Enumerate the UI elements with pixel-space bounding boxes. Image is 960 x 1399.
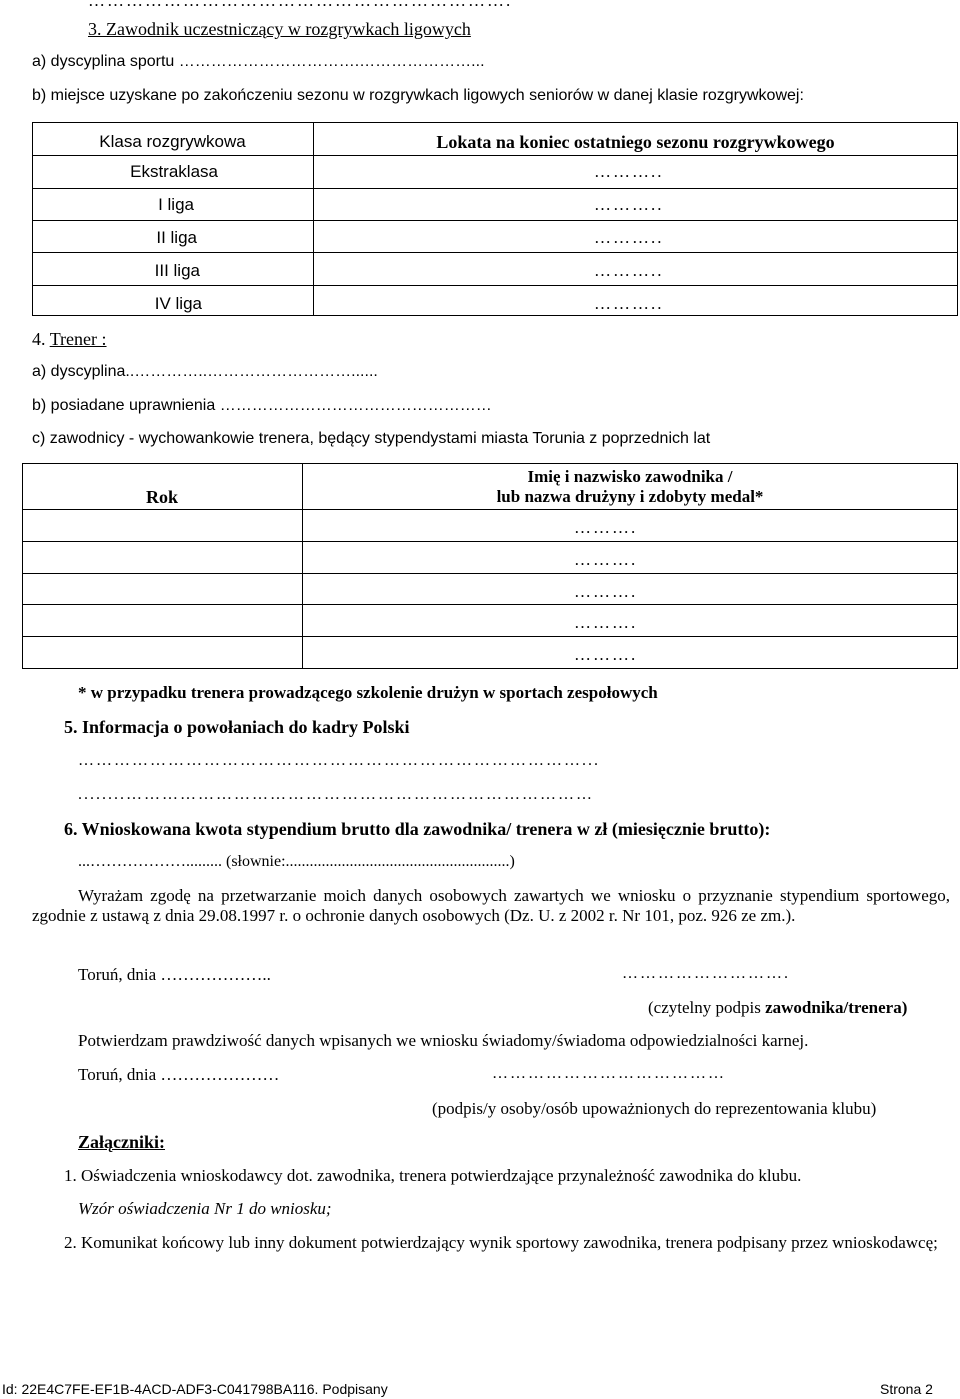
section3-title: 3. Zawodnik uczestniczący w rozgrywkach ligowych xyxy=(88,19,471,39)
league-row-class: Ekstraklasa xyxy=(130,162,218,181)
section4-a-discipline: a) dyscyplina..…………..………………………...... xyxy=(32,363,378,380)
section6-amount-line: ...………………......... (słownie:........................................................) xyxy=(78,853,515,870)
section6-title: 6. Wnioskowana kwota stypendium brutto dla zawodnika/ trenera w zł (miesięcznie brutto): xyxy=(64,819,771,839)
trainees-row-value: ………. xyxy=(574,518,638,537)
attachment-item-2: 2. Komunikat końcowy lub inny dokument potwierdzający wynik sportowy zawodnika, trenera podpisany przez wnioskodawcę; xyxy=(64,1233,938,1252)
top-dotted-line: …………………………………………………………. xyxy=(88,0,513,10)
league-row-class: III liga xyxy=(154,261,200,280)
footer-document-id: Id: 22E4C7FE-EF1B-4ACD-ADF3-C041798BA116. Podpisany xyxy=(2,1381,388,1397)
trainees-row-value: ………. xyxy=(574,550,638,569)
signature1-caption-bold: zawodnika/trenera) xyxy=(765,998,908,1017)
league-row-position: ……….. xyxy=(594,228,664,247)
league-col-header-position: Lokata na koniec ostatniego sezonu rozgrywkowego xyxy=(436,132,835,152)
attachment-item-1-note: Wzór oświadczenia Nr 1 do wniosku; xyxy=(78,1199,332,1218)
section4-title xyxy=(32,330,107,348)
section5-line2: ........…………………………………………………………………… xyxy=(78,786,594,803)
league-row-class: II liga xyxy=(156,228,197,247)
section3-a-discipline: a) dyscyplina sportu …………………………….…………………... xyxy=(32,53,485,70)
trainees-row-value: ………. xyxy=(574,582,638,601)
trainees-col-header-name: Imię i nazwisko zawodnika / xyxy=(527,467,733,486)
section3-b-place: b) miejsce uzyskane po zakończeniu sezonu w rozgrywkach ligowych seniorów w danej klasie rozgrywkowej: xyxy=(32,87,804,104)
signature2-caption: (podpis/y osoby/osób upoważnionych do reprezentowania klubu) xyxy=(432,1099,877,1118)
trainees-footnote: * w przypadku trenera prowadzącego szkolenie drużyn w sportach zespołowych xyxy=(78,683,658,702)
attachment-item-1: 1. Oświadczenia wnioskodawcy dot. zawodnika, trenera potwierdzające przynależność zawodnika do klubu. xyxy=(64,1166,802,1185)
section5-line1: …………………………………………………………………………... xyxy=(78,752,600,769)
league-row-position: ……….. xyxy=(594,195,664,214)
trainees-row-value: ………. xyxy=(574,613,638,632)
footer-page-number: Strona 2 xyxy=(880,1381,933,1397)
signature1-dots: ………………………. xyxy=(622,965,790,982)
league-row-position: ……….. xyxy=(594,261,664,280)
section5-title: 5. Informacja o powołaniach do kadry Polski xyxy=(64,717,410,737)
consent-paragraph: Wyrażam zgodę na przetwarzanie moich danych osobowych zawartych we wniosku o przyznanie stypendium sportowego, zgodnie z ustawą z dnia 29.08.1997 r. o ochronie danych osobowych (Dz. U. z 2002 r. Nr 101, poz. 926 ze zm.). xyxy=(32,886,950,925)
league-row-class: IV liga xyxy=(154,294,202,313)
trainees-col-header-name-line2: lub nazwa drużyny i zdobyty medal* xyxy=(496,487,764,506)
trainees-col-header-year: Rok xyxy=(145,487,178,507)
attachments-title: Załączniki: xyxy=(78,1132,166,1152)
section4-b-qualifications: b) posiadane uprawnienia …………………………………………… xyxy=(32,397,492,414)
trainees-row-value: ………. xyxy=(574,645,638,664)
signature2-place-date: Toruń, dnia ………………… xyxy=(78,1065,280,1084)
league-col-header-class: Klasa rozgrywkowa xyxy=(99,132,246,151)
section4-title-text: Trener : xyxy=(49,329,107,349)
signature2-dots: ………………………………… xyxy=(492,1065,726,1082)
league-row-position: ……….. xyxy=(594,294,664,313)
section4-number: 4. xyxy=(32,329,46,349)
signature1-caption xyxy=(648,999,907,1016)
signature1-caption-prefix: (czytelny podpis xyxy=(648,998,766,1017)
section4-c-athletes: c) zawodnicy - wychowankowie trenera, będący stypendystami miasta Torunia z poprzednich lat xyxy=(32,430,711,447)
confirm-statement: Potwierdzam prawdziwość danych wpisanych we wniosku świadomy/świadoma odpowiedzialności karnej. xyxy=(78,1031,809,1050)
signature1-place-date: Toruń, dnia ……………….. xyxy=(78,965,271,984)
league-row-position: ……….. xyxy=(594,162,664,181)
league-row-class: I liga xyxy=(158,195,194,214)
